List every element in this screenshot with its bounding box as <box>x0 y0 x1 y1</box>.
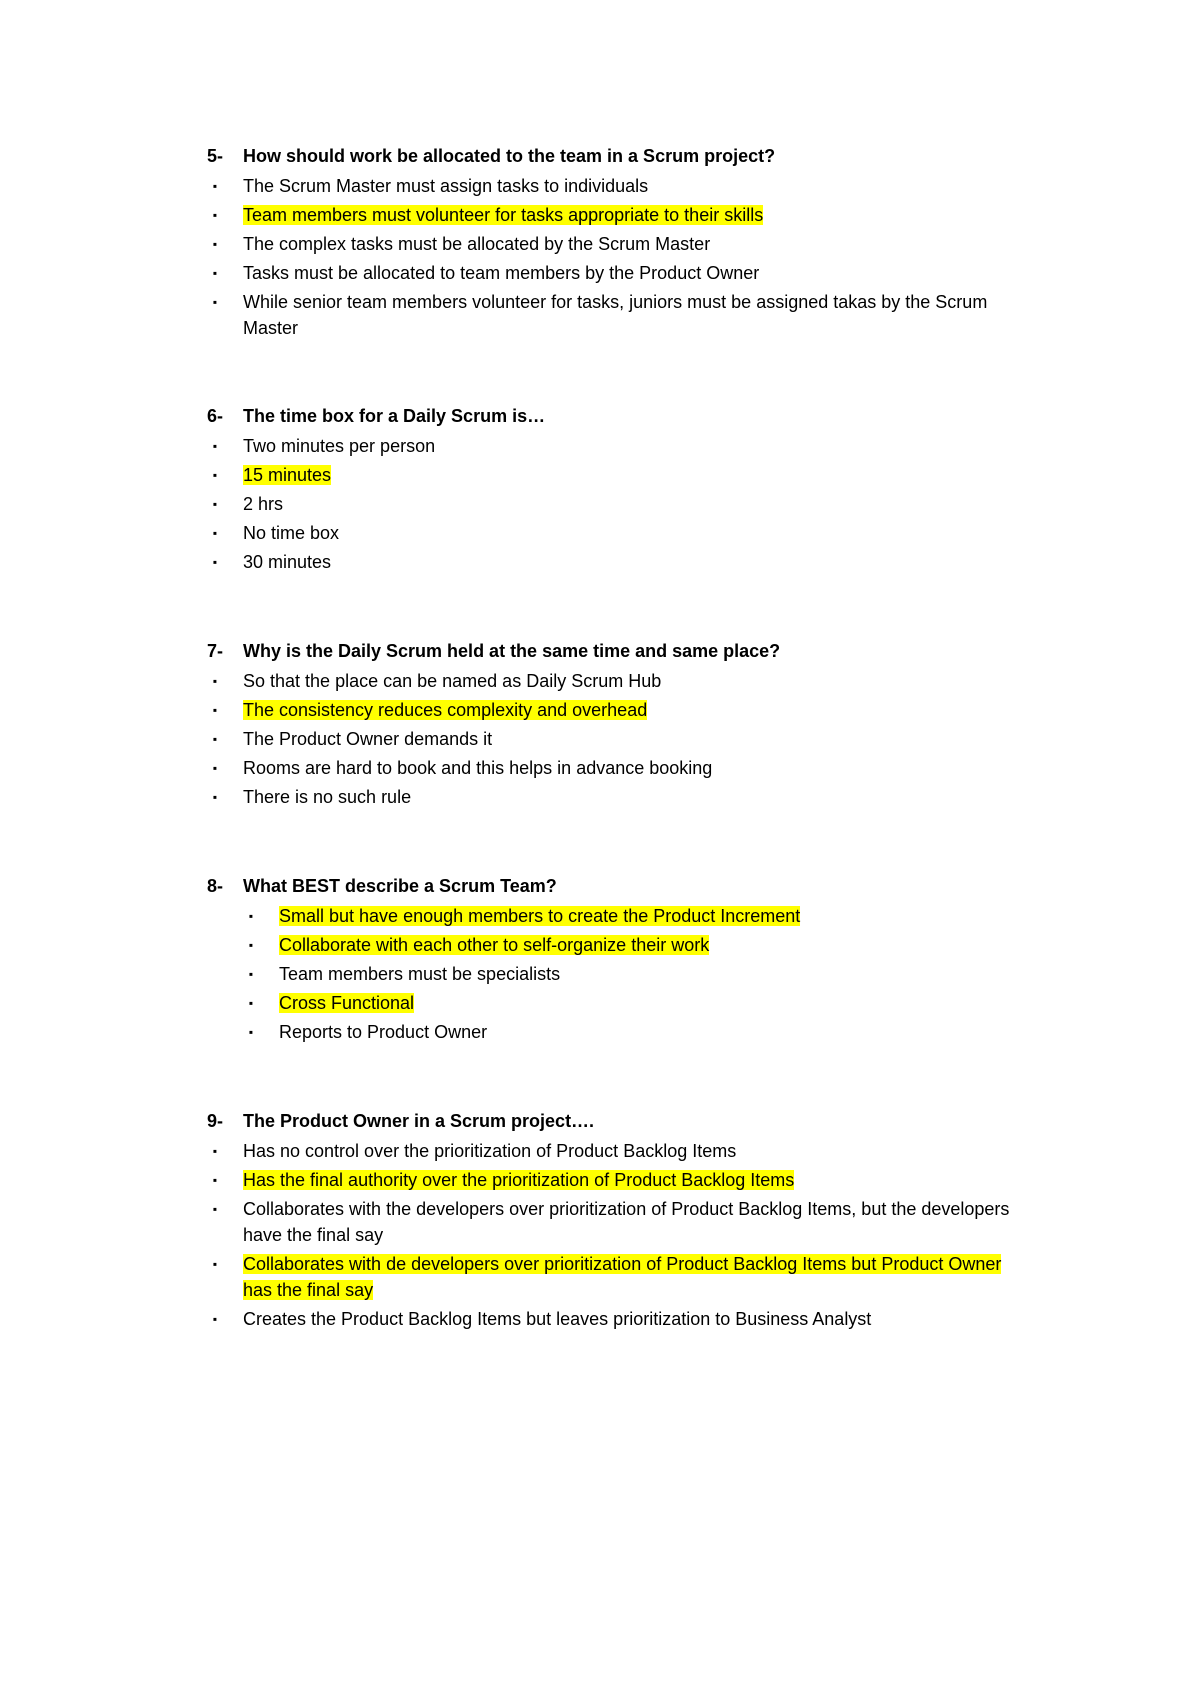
answer-option <box>0 549 1190 575</box>
answer-text: Has no control over the prioritization of Product Backlog Items <box>243 1141 737 1161</box>
answer-option <box>0 1251 1190 1303</box>
bullet-icon: ▪ <box>248 996 254 1010</box>
answer-text: The Scrum Master must assign tasks to individuals <box>243 176 649 196</box>
bullet-icon: ▪ <box>212 439 218 453</box>
answer-option <box>0 1196 1190 1248</box>
answer-text-highlighted: Small but have enough members to create the Product Increment <box>279 906 801 926</box>
bullet-icon: ▪ <box>212 497 218 511</box>
answer-option <box>0 202 1190 228</box>
question-heading <box>0 143 1190 169</box>
answer-option <box>0 932 1190 958</box>
answer-text: Team members must be specialists <box>279 964 561 984</box>
answer-list <box>0 1138 1190 1332</box>
answer-option <box>0 1019 1190 1045</box>
bullet-icon: ▪ <box>212 761 218 775</box>
answer-text: No time box <box>243 523 340 543</box>
answer-text-highlighted: Team members must volunteer for tasks appropriate to their skills <box>243 205 764 225</box>
answer-text-highlighted: Collaborate with each other to self-organize their work <box>279 935 710 955</box>
answer-list <box>0 903 1190 1045</box>
answer-option <box>0 491 1190 517</box>
question-heading <box>0 1108 1190 1134</box>
answer-text: Rooms are hard to book and this helps in advance booking <box>243 758 713 778</box>
question-number: 5- <box>207 146 224 166</box>
bullet-icon: ▪ <box>212 295 218 309</box>
question-number: 7- <box>207 641 224 661</box>
question-heading <box>0 873 1190 899</box>
question-5 <box>0 143 1190 344</box>
answer-text-highlighted: Has the final authority over the prioritization of Product Backlog Items <box>243 1170 795 1190</box>
bullet-icon: ▪ <box>212 266 218 280</box>
answer-text: There is no such rule <box>243 787 412 807</box>
answer-option <box>0 668 1190 694</box>
question-text: How should work be allocated to the team in a Scrum project? <box>243 146 776 166</box>
bullet-icon: ▪ <box>212 703 218 717</box>
answer-text: Reports to Product Owner <box>279 1022 488 1042</box>
answer-option <box>0 231 1190 257</box>
bullet-icon: ▪ <box>212 208 218 222</box>
bullet-icon: ▪ <box>212 179 218 193</box>
answer-text: Creates the Product Backlog Items but leaves prioritization to Business Analyst <box>243 1309 872 1329</box>
question-heading <box>0 403 1190 429</box>
question-number: 6- <box>207 406 224 426</box>
answer-option <box>0 755 1190 781</box>
answer-option <box>0 903 1190 929</box>
answer-option <box>0 726 1190 752</box>
bullet-icon: ▪ <box>248 938 254 952</box>
answer-option <box>0 697 1190 723</box>
answer-option <box>0 289 1190 341</box>
bullet-icon: ▪ <box>212 468 218 482</box>
question-6 <box>0 403 1190 578</box>
answer-option <box>0 462 1190 488</box>
answer-list <box>0 173 1190 341</box>
question-text: What BEST describe a Scrum Team? <box>243 876 557 896</box>
answer-option <box>0 173 1190 199</box>
bullet-icon: ▪ <box>248 967 254 981</box>
answer-text: 30 minutes <box>243 552 332 572</box>
answer-list <box>0 668 1190 810</box>
question-9 <box>0 1108 1190 1335</box>
bullet-icon: ▪ <box>212 555 218 569</box>
bullet-icon: ▪ <box>212 790 218 804</box>
question-number: 8- <box>207 876 224 896</box>
answer-option <box>0 961 1190 987</box>
answer-list <box>0 433 1190 575</box>
answer-text: Collaborates with the developers over prioritization of Product Backlog Items, but the developers have the final say <box>243 1199 1010 1245</box>
answer-text-highlighted: Collaborates with de developers over prioritization of Product Backlog Items but Product Owner has the final say <box>243 1254 1002 1300</box>
bullet-icon: ▪ <box>212 732 218 746</box>
answer-text-highlighted: 15 minutes <box>243 465 332 485</box>
answer-text: While senior team members volunteer for tasks, juniors must be assigned takas by the Scrum Master <box>243 292 988 338</box>
answer-option <box>0 1138 1190 1164</box>
answer-option <box>0 520 1190 546</box>
answer-option <box>0 784 1190 810</box>
bullet-icon: ▪ <box>212 1144 218 1158</box>
bullet-icon: ▪ <box>212 237 218 251</box>
question-text: The Product Owner in a Scrum project…. <box>243 1111 595 1131</box>
bullet-icon: ▪ <box>248 1025 254 1039</box>
bullet-icon: ▪ <box>212 674 218 688</box>
answer-option <box>0 260 1190 286</box>
bullet-icon: ▪ <box>212 1312 218 1326</box>
answer-option <box>0 1167 1190 1193</box>
answer-text: The Product Owner demands it <box>243 729 493 749</box>
question-text: The time box for a Daily Scrum is… <box>243 406 546 426</box>
bullet-icon: ▪ <box>212 1257 218 1271</box>
question-text: Why is the Daily Scrum held at the same time and same place? <box>243 641 781 661</box>
answer-text: The complex tasks must be allocated by the Scrum Master <box>243 234 711 254</box>
question-heading <box>0 638 1190 664</box>
answer-text-highlighted: The consistency reduces complexity and overhead <box>243 700 648 720</box>
answer-option <box>0 433 1190 459</box>
answer-text: Two minutes per person <box>243 436 436 456</box>
answer-text: 2 hrs <box>243 494 284 514</box>
question-number: 9- <box>207 1111 224 1131</box>
answer-text-highlighted: Cross Functional <box>279 993 415 1013</box>
bullet-icon: ▪ <box>212 1173 218 1187</box>
answer-option <box>0 1306 1190 1332</box>
question-7 <box>0 638 1190 813</box>
answer-text: So that the place can be named as Daily Scrum Hub <box>243 671 662 691</box>
answer-option <box>0 990 1190 1016</box>
bullet-icon: ▪ <box>212 1202 218 1216</box>
bullet-icon: ▪ <box>212 526 218 540</box>
question-8 <box>0 873 1190 1048</box>
answer-text: Tasks must be allocated to team members by the Product Owner <box>243 263 760 283</box>
bullet-icon: ▪ <box>248 909 254 923</box>
